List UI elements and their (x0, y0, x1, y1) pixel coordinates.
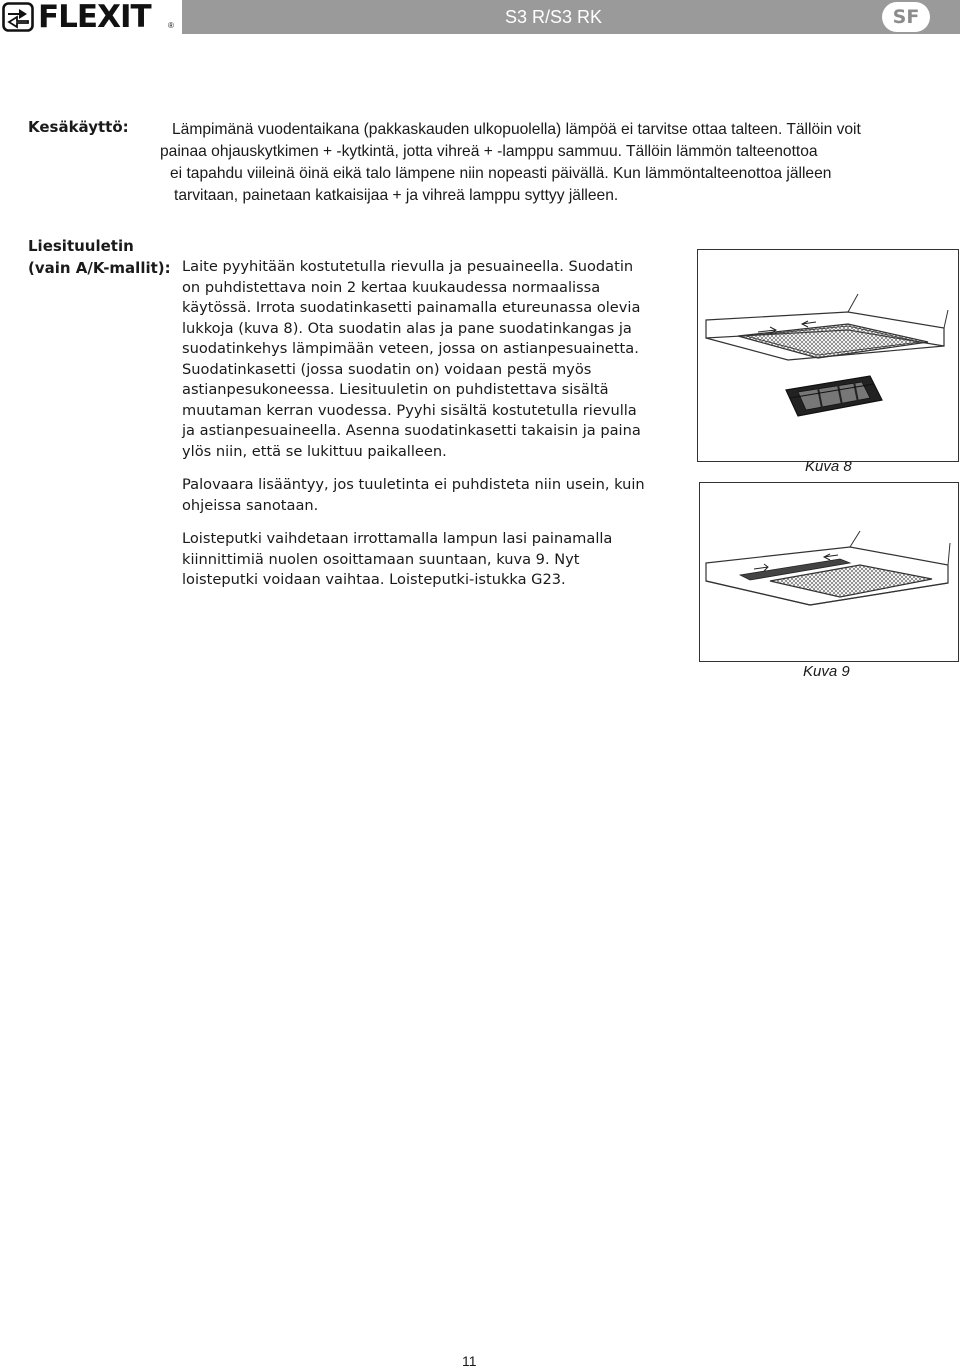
header-bar (0, 0, 960, 34)
cooker-hood-subtitle: (vain A/K-mallit): (28, 259, 171, 277)
paragraph-line: suodatinkehys lämpimään veteen, jossa on astianpesuainetta. (182, 340, 639, 357)
paragraph-line: astianpesukoneessa. Liesituuletin on puhdistettava sisältä (182, 381, 609, 398)
summer-mode-line: painaa ohjauskytkimen + -kytkintä, jotta vihreä + -lamppu sammuu. Tällöin lämmön talteenottoa (160, 143, 818, 160)
language-badge: SF (882, 2, 930, 32)
registered-mark: ® (168, 21, 174, 30)
filter-cassette-illustration (698, 250, 958, 461)
cooker-hood-title: Liesituuletin (28, 237, 134, 255)
paragraph-line: Suodatinkasetti (jossa suodatin on) voidaan pestä myös (182, 360, 592, 378)
figure-9-lamp-replacement (699, 482, 959, 662)
cooker-hood-body (182, 257, 682, 604)
fire-warning-paragraph (182, 475, 682, 516)
summer-mode-line: Lämpimänä vuodentaikana (pakkaskauden ulkopuolella) lämpöä ei tarvitse ottaa talteen. Tällöin voit (172, 121, 861, 138)
summer-mode-text (160, 119, 960, 207)
paragraph-line: Loisteputki vaihdetaan irrottamalla lampun lasi painamalla (182, 530, 613, 547)
paragraph-line: muutaman kerran vuodessa. Pyyhi sisältä kostutetulla rievulla (182, 401, 637, 419)
flexit-logo-icon (2, 2, 34, 32)
figure-9-caption: Kuva 9 (803, 663, 850, 680)
paragraph-line: lukkoja (kuva 8). Ota suodatin alas ja pane suodatinkangas ja (182, 319, 632, 337)
cleaning-paragraph (182, 257, 682, 462)
paragraph-line: Laite pyyhitään kostutetulla rievulla ja pesuaineella. Suodatin (182, 258, 634, 275)
summer-mode-line: ei tapahdu viileinä öinä eikä talo lämpene niin nopeasti päivällä. Kun lämmöntalteenottoa jälleen (170, 165, 832, 182)
paragraph-line: Palovaara lisääntyy, jos tuuletinta ei puhdisteta niin usein, kuin (182, 476, 645, 493)
paragraph-line: ylös niin, että se lukittuu paikalleen. (182, 442, 447, 460)
lamp-glass-illustration (700, 483, 958, 661)
model-title: S3 R/S3 RK (505, 7, 603, 27)
brand-logo-text: FLEXIT (38, 0, 151, 35)
paragraph-line: ohjeissa sanotaan. (182, 496, 319, 514)
paragraph-line: on puhdistettava noin 2 kertaa kuukaudessa normaalissa (182, 278, 601, 296)
figure-8-filter-removal (697, 249, 959, 462)
paragraph-line: loisteputki voidaan vaihtaa. Loisteputki-istukka G23. (182, 571, 566, 588)
figure-8-caption: Kuva 8 (805, 458, 852, 475)
summer-mode-label: Kesäkäyttö: (28, 118, 129, 136)
cooker-hood-heading (28, 235, 171, 279)
lamp-replacement-paragraph (182, 529, 682, 591)
paragraph-line: kiinnittimiä nuolen osoittamaan suuntaan, kuva 9. Nyt (182, 550, 580, 568)
summer-mode-line: tarvitaan, painetaan katkaisijaa + ja vihreä lamppu syttyy jälleen. (174, 187, 619, 204)
page-number: 11 (462, 1353, 477, 1369)
paragraph-line: käytössä. Irrota suodatinkasetti painamalla etureunassa olevia (182, 299, 641, 316)
paragraph-line: ja astianpesuaineella. Asenna suodatinkasetti takaisin ja paina (182, 422, 641, 439)
